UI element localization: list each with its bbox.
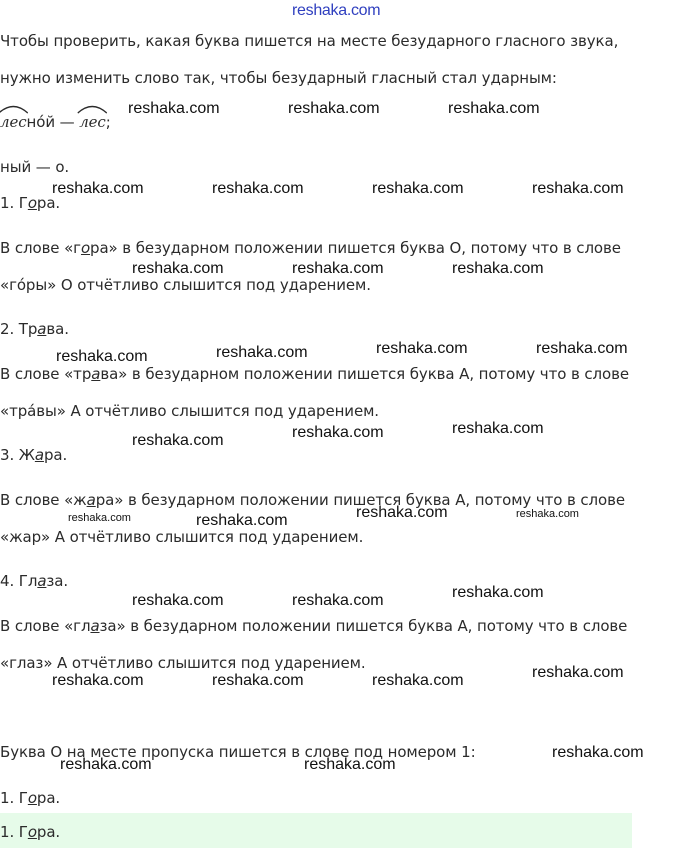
watermark: reshaka.com	[372, 180, 464, 197]
item-2-explanation-2: «тра́вы» А отчётливо слышится под ударением.	[0, 402, 379, 420]
root-arc-icon	[77, 102, 108, 114]
example-suffix-1: но́й —	[26, 113, 80, 131]
watermark: reshaka.com	[292, 424, 384, 441]
watermark: reshaka.com	[68, 512, 131, 524]
watermark: reshaka.com	[216, 344, 308, 361]
watermark: reshaka.com	[292, 260, 384, 277]
watermark: reshaka.com	[288, 100, 380, 117]
watermark: reshaka.com	[376, 340, 468, 357]
answer-line-1: 1. Гора.	[0, 789, 61, 807]
watermark: reshaka.com	[132, 432, 224, 449]
item-4-word: 4. Глаза.	[0, 572, 69, 590]
root-example	[0, 112, 111, 132]
root-text-2: лес	[79, 113, 106, 131]
watermark: reshaka.com	[212, 672, 304, 689]
watermark: reshaka.com	[536, 340, 628, 357]
watermark: reshaka.com	[452, 420, 544, 437]
watermark: reshaka.com	[452, 260, 544, 277]
item-1-word: 1. Гора.	[0, 194, 61, 212]
item-3-explanation-1: В слове «жара» в безударном положении пишется буква А, потому что в слове	[0, 491, 625, 509]
root-mark-1	[0, 112, 27, 132]
watermark: reshaka.com	[196, 512, 288, 529]
watermark: reshaka.com	[60, 756, 152, 773]
watermark: reshaka.com	[552, 744, 644, 761]
answer-line-2: 1. Гора.	[0, 823, 61, 841]
watermark: reshaka.com	[56, 348, 148, 365]
item-3-word: 3. Жара.	[0, 446, 68, 464]
item-2-word: 2. Трава.	[0, 320, 69, 338]
watermark: reshaka.com	[212, 180, 304, 197]
example-continuation: ный — о.	[0, 158, 70, 176]
watermark: reshaka.com	[516, 508, 579, 520]
item-4-explanation-2: «глаз» А отчётливо слышится под ударением.	[0, 654, 366, 672]
watermark: reshaka.com	[52, 672, 144, 689]
root-arc-icon	[0, 102, 29, 114]
item-4-explanation-1: В слове «глаза» в безударном положении пишется буква А, потому что в слове	[0, 617, 628, 635]
watermark: reshaka.com	[532, 180, 624, 197]
watermark: reshaka.com	[128, 100, 220, 117]
item-3-explanation-2: «жар» А отчётливо слышится под ударением.	[0, 528, 364, 546]
example-tail: ;	[105, 113, 111, 131]
conclusion: Буква О на месте пропуска пишется в слове под номером 1:	[0, 743, 476, 761]
watermark: reshaka.com	[292, 592, 384, 609]
root-mark-2	[79, 112, 106, 132]
answer-highlight	[0, 813, 632, 848]
watermark: reshaka.com	[448, 100, 540, 117]
watermark: reshaka.com	[372, 672, 464, 689]
item-1-explanation-1: В слове «гора» в безударном положении пишется буква О, потому что в слове	[0, 239, 621, 257]
watermark: reshaka.com	[532, 664, 624, 681]
watermark-top: reshaka.com	[292, 2, 381, 19]
watermark: reshaka.com	[52, 180, 144, 197]
intro-line-1: Чтобы проверить, какая буква пишется на месте безударного гласного звука,	[0, 32, 619, 50]
watermark: reshaka.com	[304, 756, 396, 773]
watermark: reshaka.com	[356, 504, 448, 521]
watermark: reshaka.com	[452, 584, 544, 601]
watermark: reshaka.com	[132, 592, 224, 609]
intro-line-2: нужно изменить слово так, чтобы безударный гласный стал ударным:	[0, 69, 557, 87]
root-text-1: лес	[0, 113, 27, 131]
watermark: reshaka.com	[132, 260, 224, 277]
item-1-explanation-2: «го́ры» О отчётливо слышится под ударением.	[0, 276, 371, 294]
item-2-explanation-1: В слове «трава» в безударном положении пишется буква А, потому что в слове	[0, 365, 629, 383]
